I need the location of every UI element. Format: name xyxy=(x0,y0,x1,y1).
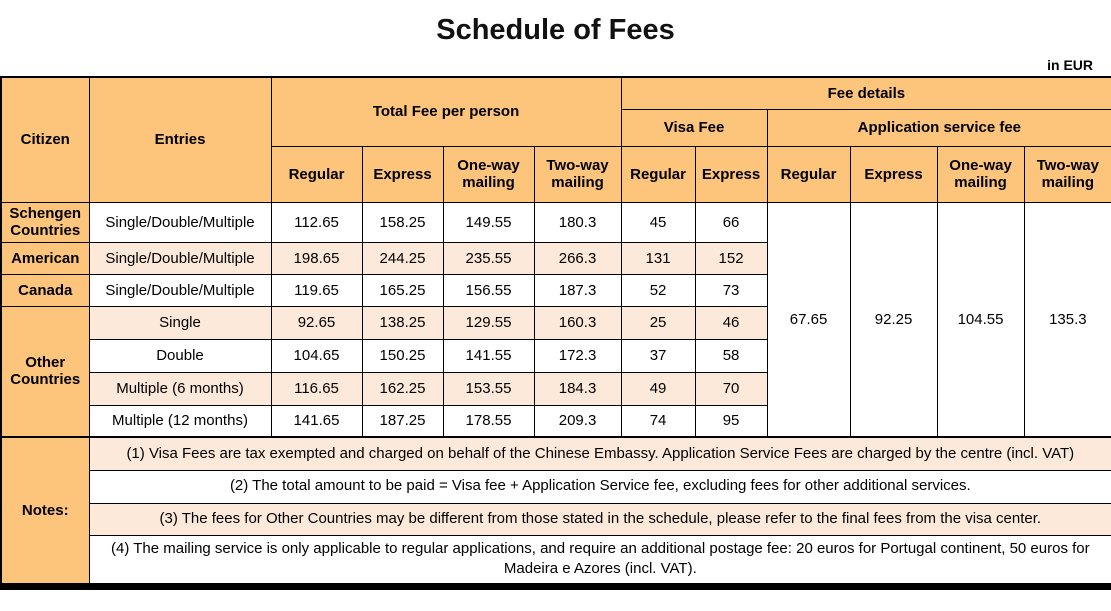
visa-fee-cell: 52 xyxy=(621,274,695,306)
fee-cell: 119.65 xyxy=(271,274,362,306)
app-service-two-way-cell: 135.3 xyxy=(1024,202,1111,437)
header-total-express: Express xyxy=(362,146,443,202)
header-app-service-fee: Application service fee xyxy=(767,109,1111,146)
citizen-label: Other Countries xyxy=(1,306,89,437)
note-item: (4) The mailing service is only applicable to regular applications, and require an additional postage fee: 20 euros for Portugal continent, 50 euros for Madeira e Azores (incl. VAT). xyxy=(89,535,1111,586)
fee-cell: 187.3 xyxy=(534,274,621,306)
entries-cell: Single/Double/Multiple xyxy=(89,274,271,306)
visa-fee-cell: 66 xyxy=(695,202,767,242)
visa-fee-cell: 131 xyxy=(621,242,695,274)
fee-cell: 129.55 xyxy=(443,306,534,339)
fee-cell: 162.25 xyxy=(362,372,443,405)
notes-label: Notes: xyxy=(1,437,89,586)
visa-fee-cell: 49 xyxy=(621,372,695,405)
header-total-one-way: One-way mailing xyxy=(443,146,534,202)
visa-fee-cell: 74 xyxy=(621,405,695,437)
fee-cell: 153.55 xyxy=(443,372,534,405)
currency-note: in EUR xyxy=(1047,57,1093,73)
fee-schedule-table xyxy=(0,76,1111,590)
visa-fee-cell: 25 xyxy=(621,306,695,339)
fee-cell: 149.55 xyxy=(443,202,534,242)
fee-cell: 235.55 xyxy=(443,242,534,274)
header-app-express: Express xyxy=(850,146,937,202)
fee-cell: 92.65 xyxy=(271,306,362,339)
note-item: (1) Visa Fees are tax exempted and charged on behalf of the Chinese Embassy. Application Service Fees are charged by the centre (incl. VAT) xyxy=(89,437,1111,470)
note-row-1 xyxy=(1,437,1111,470)
visa-fee-cell: 37 xyxy=(621,339,695,372)
header-app-two-way: Two-way mailing xyxy=(1024,146,1111,202)
visa-fee-cell: 46 xyxy=(695,306,767,339)
visa-fee-cell: 95 xyxy=(695,405,767,437)
citizen-label: Schengen Countries xyxy=(1,202,89,242)
header-visa-regular: Regular xyxy=(621,146,695,202)
fee-cell: 198.65 xyxy=(271,242,362,274)
fee-cell: 156.55 xyxy=(443,274,534,306)
fee-cell: 160.3 xyxy=(534,306,621,339)
fee-cell: 172.3 xyxy=(534,339,621,372)
header-row-1 xyxy=(1,77,1111,109)
entries-cell: Single/Double/Multiple xyxy=(89,202,271,242)
visa-fee-cell: 73 xyxy=(695,274,767,306)
note-row-4 xyxy=(1,535,1111,586)
fee-cell: 187.25 xyxy=(362,405,443,437)
fee-cell: 244.25 xyxy=(362,242,443,274)
citizen-label: American xyxy=(1,242,89,274)
fee-cell: 180.3 xyxy=(534,202,621,242)
header-fee-details: Fee details xyxy=(621,77,1111,109)
note-item: (3) The fees for Other Countries may be different from those stated in the schedule, please refer to the final fees from the visa center. xyxy=(89,503,1111,535)
fee-cell: 138.25 xyxy=(362,306,443,339)
app-service-regular-cell: 67.65 xyxy=(767,202,850,437)
app-service-one-way-cell: 104.55 xyxy=(937,202,1024,437)
note-item: (2) The total amount to be paid = Visa fee + Application Service fee, excluding fees for other additional services. xyxy=(89,470,1111,503)
header-app-regular: Regular xyxy=(767,146,850,202)
fee-cell: 165.25 xyxy=(362,274,443,306)
citizen-label: Canada xyxy=(1,274,89,306)
header-visa-fee: Visa Fee xyxy=(621,109,767,146)
note-row-3 xyxy=(1,503,1111,535)
fee-cell: 141.65 xyxy=(271,405,362,437)
fee-cell: 178.55 xyxy=(443,405,534,437)
row-schengen xyxy=(1,202,1111,242)
fee-cell: 112.65 xyxy=(271,202,362,242)
header-total-regular: Regular xyxy=(271,146,362,202)
header-total-two-way: Two-way mailing xyxy=(534,146,621,202)
fee-cell: 209.3 xyxy=(534,405,621,437)
fee-cell: 158.25 xyxy=(362,202,443,242)
fee-cell: 184.3 xyxy=(534,372,621,405)
visa-fee-cell: 70 xyxy=(695,372,767,405)
fee-cell: 116.65 xyxy=(271,372,362,405)
header-citizen: Citizen xyxy=(1,77,89,202)
header-entries: Entries xyxy=(89,77,271,202)
visa-fee-cell: 152 xyxy=(695,242,767,274)
visa-fee-cell: 58 xyxy=(695,339,767,372)
visa-fee-cell: 45 xyxy=(621,202,695,242)
header-app-one-way: One-way mailing xyxy=(937,146,1024,202)
header-visa-express: Express xyxy=(695,146,767,202)
fee-cell: 104.65 xyxy=(271,339,362,372)
entries-cell: Double xyxy=(89,339,271,372)
fee-cell: 266.3 xyxy=(534,242,621,274)
entries-cell: Multiple (12 months) xyxy=(89,405,271,437)
note-row-2 xyxy=(1,470,1111,503)
entries-cell: Single/Double/Multiple xyxy=(89,242,271,274)
entries-cell: Multiple (6 months) xyxy=(89,372,271,405)
header-total-fee: Total Fee per person xyxy=(271,77,621,146)
app-service-express-cell: 92.25 xyxy=(850,202,937,437)
fee-cell: 141.55 xyxy=(443,339,534,372)
entries-cell: Single xyxy=(89,306,271,339)
fee-cell: 150.25 xyxy=(362,339,443,372)
page-title: Schedule of Fees xyxy=(436,14,675,46)
